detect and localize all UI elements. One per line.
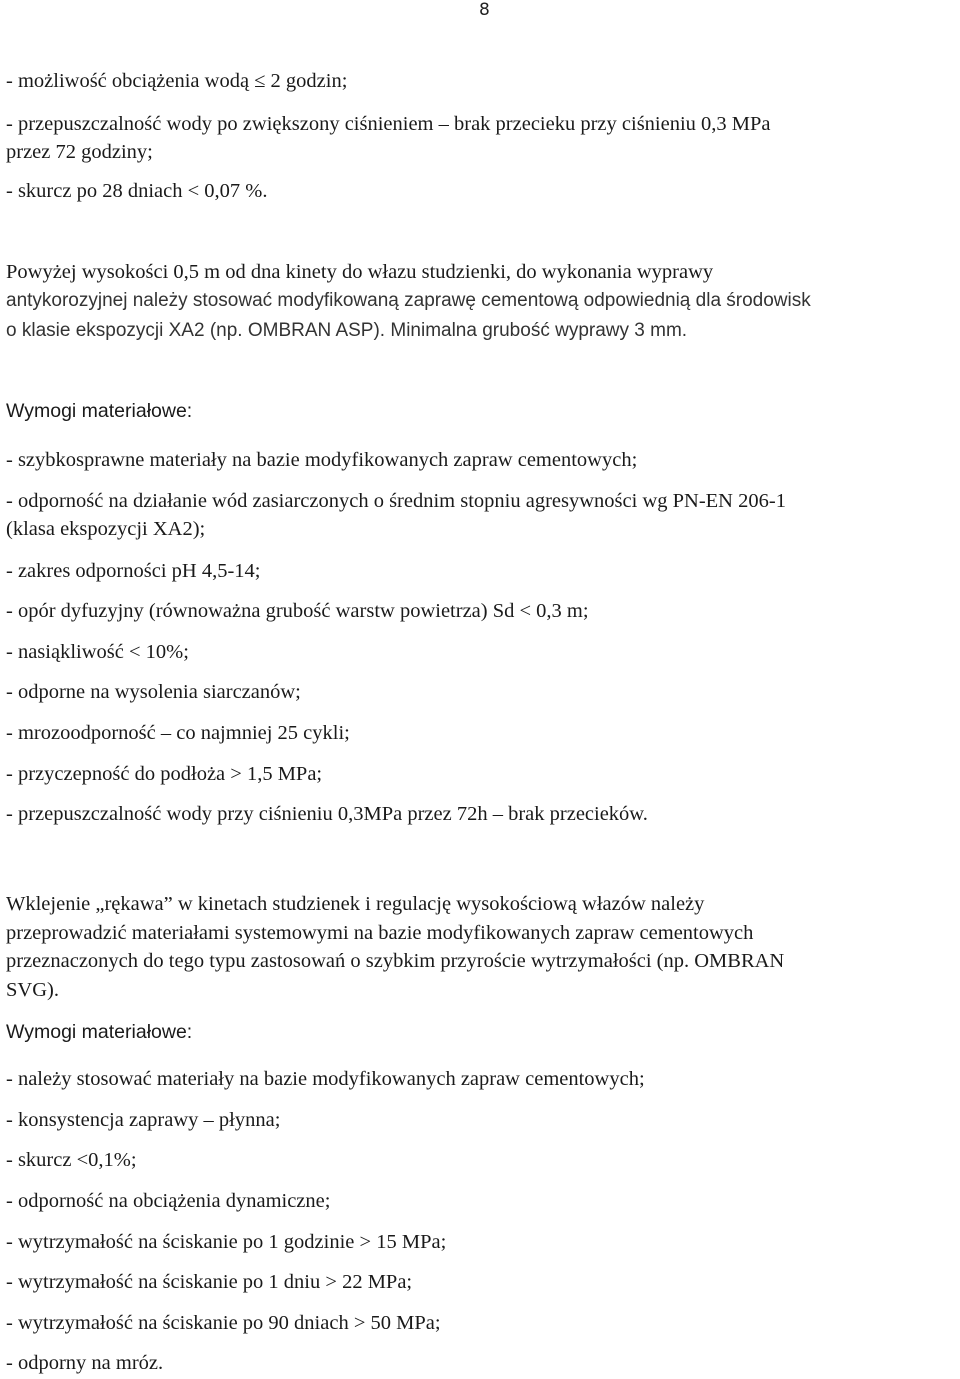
list-item: - wytrzymałość na ściskanie po 90 dniach > 50 MPa; xyxy=(6,1312,441,1334)
list-item: - skurcz po 28 dniach < 0,07 %. xyxy=(6,180,268,202)
list-item-continuation: przez 72 godziny; xyxy=(6,141,153,163)
list-item: - konsystencja zaprawy – płynna; xyxy=(6,1109,281,1131)
paragraph-line: SVG). xyxy=(6,979,59,1001)
list-item: - przepuszczalność wody przy ciśnieniu 0,3MPa przez 72h – brak przecieków. xyxy=(6,803,648,825)
page-number: 8 xyxy=(479,0,490,20)
list-item: - należy stosować materiały na bazie modyfikowanych zapraw cementowych; xyxy=(6,1068,645,1090)
list-item: - zakres odporności pH 4,5-14; xyxy=(6,560,261,582)
paragraph-line: Wklejenie „rękawa” w kinetach studzienek i regulację wysokościową włazów należy xyxy=(6,893,705,915)
list-item: - mrozoodporność – co najmniej 25 cykli; xyxy=(6,722,350,744)
section-heading: Wymogi materiałowe: xyxy=(6,400,193,422)
list-item: - skurcz <0,1%; xyxy=(6,1149,137,1171)
paragraph-line: przeznaczonych do tego typu zastosowań o szybkim przyroście wytrzymałości (np. OMBRAN xyxy=(6,950,785,972)
list-item: - odporne na wysolenia siarczanów; xyxy=(6,681,301,703)
list-item: - opór dyfuzyjny (równoważna grubość warstw powietrza) Sd < 0,3 m; xyxy=(6,600,589,622)
list-item: - przyczepność do podłoża > 1,5 MPa; xyxy=(6,763,323,785)
paragraph-line: antykorozyjnej należy stosować modyfikowaną zaprawę cementową odpowiednią dla środowisk xyxy=(6,290,811,311)
section-heading: Wymogi materiałowe: xyxy=(6,1021,193,1043)
list-item: - wytrzymałość na ściskanie po 1 dniu > 22 MPa; xyxy=(6,1271,413,1293)
list-item: - odporność na działanie wód zasiarczonych o średnim stopniu agresywności wg PN-EN 206-1 xyxy=(6,490,786,512)
list-item-continuation: (klasa ekspozycji XA2); xyxy=(6,518,206,540)
paragraph-line: Powyżej wysokości 0,5 m od dna kinety do włazu studzienki, do wykonania wyprawy xyxy=(6,261,714,283)
list-item: - przepuszczalność wody po zwiększony ciśnieniem – brak przecieku przy ciśnieniu 0,3 MPa xyxy=(6,113,771,135)
list-item: - szybkosprawne materiały na bazie modyfikowanych zapraw cementowych; xyxy=(6,449,638,471)
paragraph-line: przeprowadzić materiałami systemowymi na bazie modyfikowanych zapraw cementowych xyxy=(6,922,754,944)
list-item: - wytrzymałość na ściskanie po 1 godzinie > 15 MPa; xyxy=(6,1231,447,1253)
list-item: - odporny na mróz. xyxy=(6,1352,164,1374)
list-item: - nasiąkliwość < 10%; xyxy=(6,641,189,663)
list-item: - odporność na obciążenia dynamiczne; xyxy=(6,1190,331,1212)
paragraph-line: o klasie ekspozycji XA2 (np. OMBRAN ASP). Minimalna grubość wyprawy 3 mm. xyxy=(6,320,688,341)
list-item: - możliwość obciążenia wodą ≤ 2 godzin; xyxy=(6,70,348,92)
